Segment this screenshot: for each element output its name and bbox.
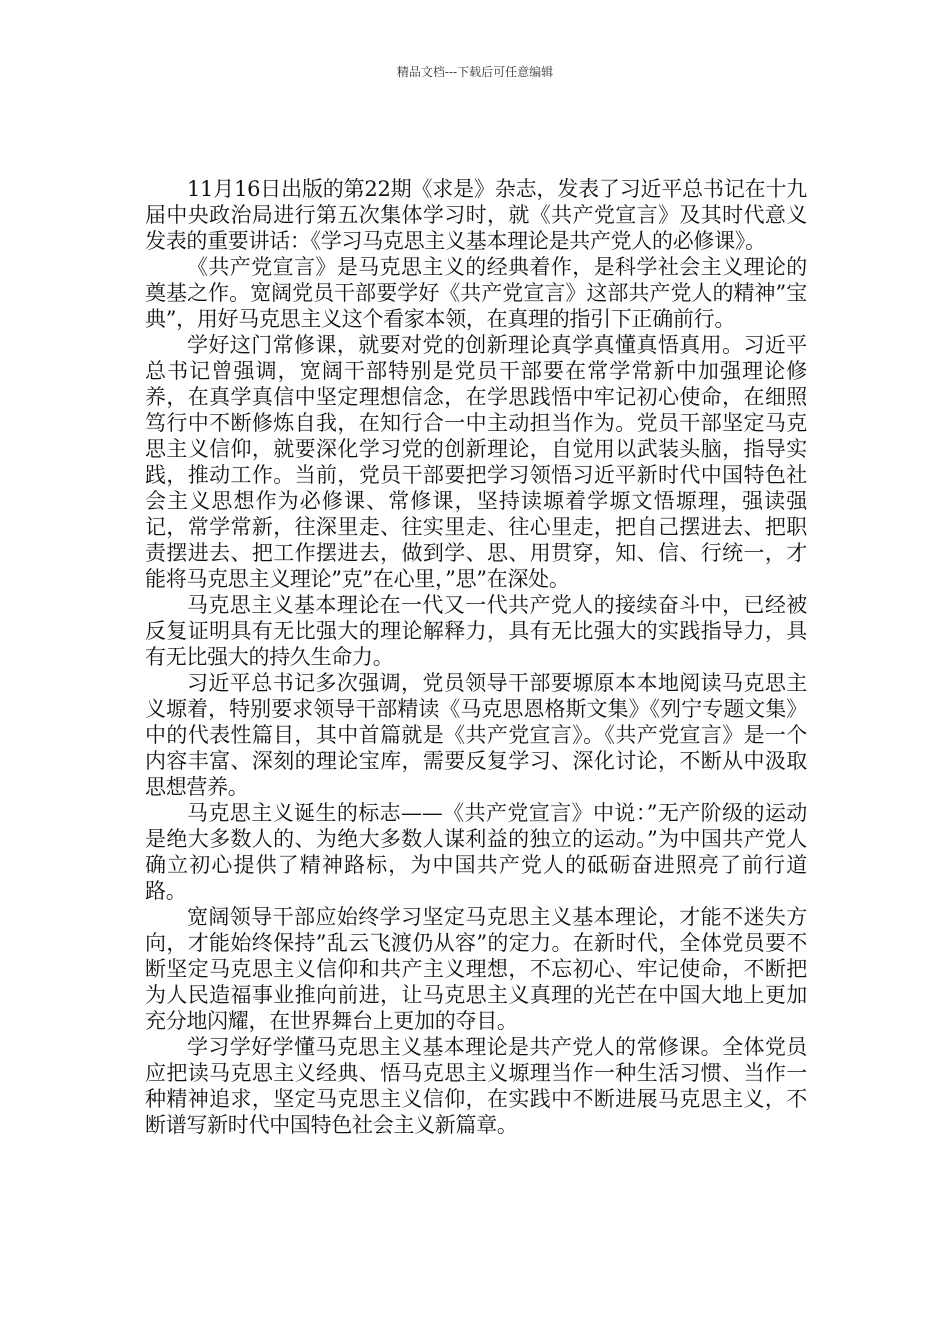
page-header: 精品文档---下载后可任意编辑	[396, 65, 554, 79]
paragraph: 学习学好学懂马克思主义基本理论是共产党人的常修课。全体党员应把读马克思主义经典、悟马克思主义塬理当作一种生活习惯、当作一种精神追求，坚定马克思主义信仰，在实践中不断进展马克思主义，不断谱写新时代中国特色社会主义新篇章。	[145, 1035, 807, 1137]
paragraph: 习近平总书记多次强调，党员领导干部要塬原本本地阅读马克思主义塬着，特别要求领导干部精读《马克思恩格斯文集》《列宁专题文集》中的代表性篇目，其中首篇就是《共产党宣言》。《共产党宣言》是一个内容丰富、深刻的理论宝库，需要反复学习、深化讨论，不断从中汲取思想营养。	[145, 671, 807, 799]
paragraph: 宽阔领导干部应始终学习坚定马克思主义基本理论，才能不迷失方向，才能始终保持”乱云飞渡仍从容”的定力。在新时代，全体党员要不断坚定马克思主义信仰和共产主义理想，不忘初心、牢记使命，不断把为人民造福事业推向前进，让马克思主义真理的光芒在中国大地上更加充分地闪耀，在世界舞台上更加的夺目。	[145, 905, 807, 1033]
paragraph: 学好这门常修课，就要对党的创新理论真学真懂真悟真用。习近平总书记曾强调，宽阔干部特别是党员干部要在常学常新中加强理论修养，在真学真信中坚定理想信念，在学思践悟中牢记初心使命，在细照笃行中不断修炼自我，在知行合一中主动担当作为。党员干部坚定马克思主义信仰，就要深化学习党的创新理论，自觉用以武装头脑，指导实践，推动工作。当前，党员干部要把学习领悟习近平新时代中国特色社会主义思想作为必修课、常修课，坚持读塬着学塬文悟塬理，强读强记，常学常新，往深里走、往实里走、往心里走，把自己摆进去、把职责摆进去、把工作摆进去，做到学、思、用贯穿，知、信、行统一，才能将马克思主义理论”克”在心里，”思”在深处。	[145, 333, 807, 591]
paragraph: 马克思主义诞生的标志——《共产党宣言》中说：”无产阶级的运动是绝大多数人的、为绝大多数人谋利益的独立的运动。”为中国共产党人确立初心提供了精神路标，为中国共产党人的砥砺奋进照亮了前行道路。	[145, 801, 807, 903]
paragraph: 马克思主义基本理论在一代又一代共产党人的接续奋斗中，已经被反复证明具有无比强大的理论解释力，具有无比强大的实践指导力，具有无比强大的持久生命力。	[145, 593, 807, 669]
paragraph: 11月16日出版的第22期《求是》杂志，发表了习近平总书记在十九届中央政治局进行第五次集体学习时，就《共产党宣言》及其时代意义发表的重要讲话：《学习马克思主义基本理论是共产党人的必修课》。	[145, 177, 807, 253]
paragraph: 《共产党宣言》是马克思主义的经典着作，是科学社会主义理论的奠基之作。宽阔党员干部要学好《共产党宣言》这部共产党人的精神”宝典”，用好马克思主义这个看家本领，在真理的指引下正确前行。	[145, 255, 807, 331]
document-body	[145, 176, 807, 1138]
